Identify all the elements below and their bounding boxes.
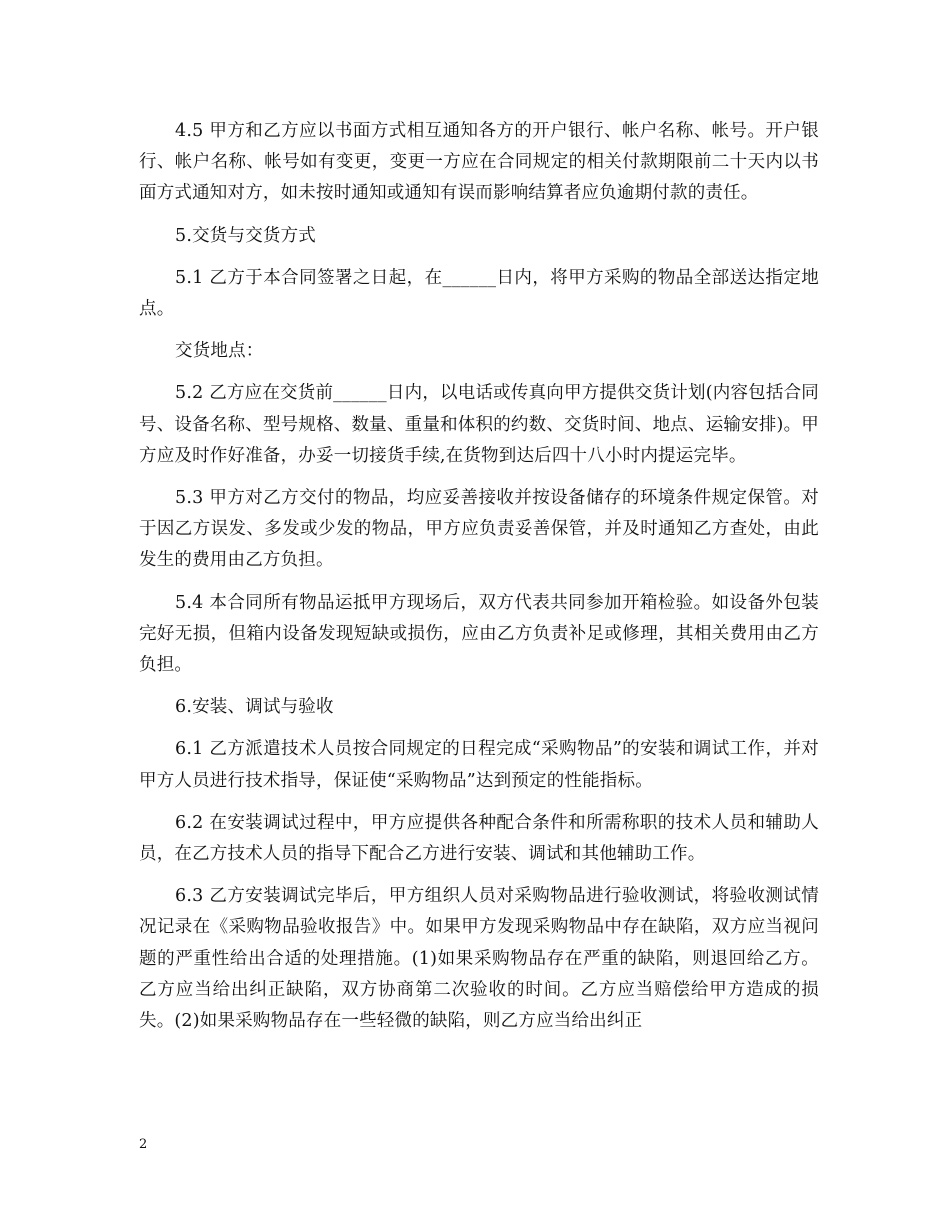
clause-5-2-paragraph: 5.2 乙方应在交货前______日内，以电话或传真向甲方提供交货计划(内容包括合同号、设备名称、型号规格、数量、重量和体积的约数、交货时间、地点、运输安排)。甲方应及时作好准备，办妥一切接货手续,在货物到达后四十八小时内提运完毕。	[139, 383, 819, 466]
clause-6-3-paragraph: 6.3 乙方安装调试完毕后，甲方组织人员对采购物品进行验收测试，将验收测试情况记录在《采购物品验收报告》中。如果甲方发现采购物品中存在缺陷，双方应当视问题的严重性给出合适的处理措施。(1)如果采购物品存在严重的缺陷，则退回给乙方。乙方应当给出纠正缺陷，双方协商第二次验收的时间。乙方应当赔偿给甲方造成的损失。(2)如果采购物品存在一些轻微的缺陷，则乙方应当给出纠正	[139, 886, 819, 1032]
clause-6-1-paragraph: 6.1 乙方派遣技术人员按合同规定的日程完成“采购物品”的安装和调试工作，并对甲方人员进行技术指导，保证使“采购物品”达到预定的性能指标。	[139, 739, 819, 791]
clause-5-4-paragraph: 5.4 本合同所有物品运抵甲方现场后，双方代表共同参加开箱检验。如设备外包装完好无损，但箱内设备发现短缺或损伤，应由乙方负责补足或修理，其相关费用由乙方负担。	[139, 592, 819, 676]
section-6-heading: 6.安装、调试与验收	[175, 697, 334, 718]
delivery-location-label: 交货地点：	[175, 341, 264, 362]
clause-5-3-paragraph: 5.3 甲方对乙方交付的物品，均应妥善接收并按设备储存的环境条件规定保管。对于因乙方误发、多发或少发的物品，甲方应负责妥善保管，并及时通知乙方查处，由此发生的费用由乙方负担。	[139, 488, 819, 571]
clause-6-2-paragraph: 6.2 在安装调试过程中，甲方应提供各种配合条件和所需称职的技术人员和辅助人员，在乙方技术人员的指导下配合乙方进行安装、调试和其他辅助工作。	[139, 812, 819, 865]
section-5-heading: 5.交货与交货方式	[175, 225, 316, 246]
clause-5-1-paragraph: 5.1 乙方于本合同签署之日起，在______日内，将甲方采购的物品全部送达指定地点。	[139, 267, 819, 320]
page-number: 2	[139, 1137, 148, 1152]
page-body	[139, 116, 819, 1037]
clause-4-5-paragraph: 4.5 甲方和乙方应以书面方式相互通知各方的开户银行、帐户名称、帐号。开户银行、帐户名称、帐号如有变更，变更一方应在合同规定的相关付款期限前二十天内以书面方式通知对方，如未按时通知或通知有误而影响结算者应负逾期付款的责任。	[139, 121, 819, 204]
